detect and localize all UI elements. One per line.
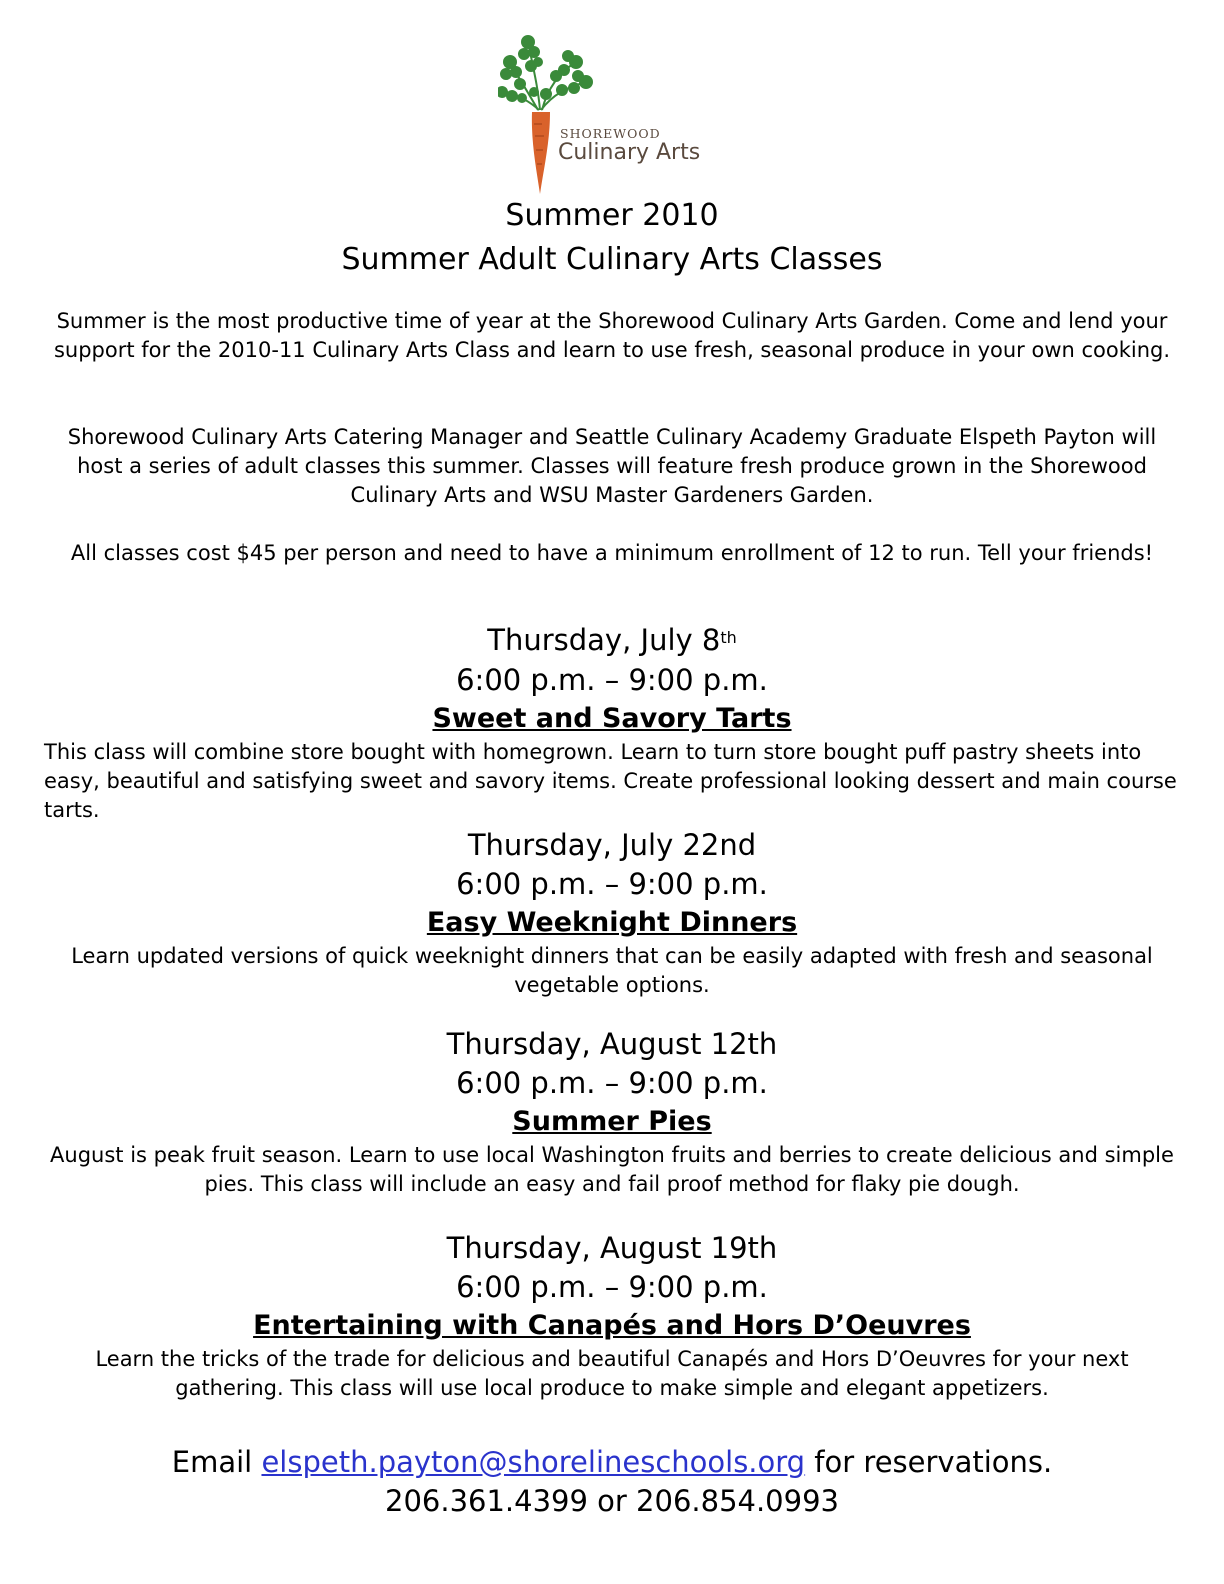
class-3-time: 6:00 p.m. – 9:00 p.m. (456, 1066, 768, 1100)
email-suffix: for reservations. (805, 1445, 1053, 1479)
class-3-title: Summer Pies (512, 1106, 712, 1137)
intro-paragraph-3: All classes cost $45 per person and need to have a minimum enrollment of 12 to run. Tell your friends! (70, 541, 1154, 565)
intro-paragraph-2: Shorewood Culinary Arts Catering Manager and Seattle Culinary Academy Graduate Elspeth Payton will host a series of adult classes this summer. Classes will feature fresh produce grown in the Shorewood Culinary Arts and WSU Master Gardeners Garden. (67, 425, 1157, 507)
carrot-icon (498, 32, 608, 197)
logo-small-text: SHOREWOOD (560, 126, 661, 141)
class-2-date: Thursday, July 22nd (467, 828, 757, 862)
class-2-time: 6:00 p.m. – 9:00 p.m. (456, 867, 768, 901)
class-3-description: August is peak fruit season. Learn to use local Washington fruits and berries to create delicious and simple pies. This class will include an easy and fail proof method for flaky pie dough. (50, 1143, 1174, 1196)
header-line-1: Summer 2010 (505, 198, 719, 233)
class-1-description: This class will combine store bought with homegrown. Learn to turn store bought puff pastry sheets into easy, beautiful and satisfying sweet and savory items. Create professional looking dessert and main course tarts. (44, 740, 1177, 822)
class-1-date-suffix: th (720, 628, 737, 647)
class-1-title: Sweet and Savory Tarts (432, 703, 792, 734)
class-2-title: Easy Weeknight Dinners (426, 907, 798, 938)
email-link[interactable]: elspeth.payton@shorelineschools.org (261, 1445, 806, 1479)
logo-big-text: Culinary Arts (558, 140, 701, 165)
class-1-date-text: Thursday, July 8 (487, 623, 721, 657)
email-line (0, 1442, 1224, 1482)
class-1-date (0, 620, 1224, 660)
class-1-time: 6:00 p.m. – 9:00 p.m. (456, 663, 768, 697)
email-prefix: Email (171, 1445, 262, 1479)
class-4-title: Entertaining with Canapés and Hors D’Oeuvres (253, 1310, 971, 1341)
shorewood-logo (498, 32, 728, 197)
class-3-date: Thursday, August 12th (446, 1027, 778, 1061)
class-4-description: Learn the tricks of the trade for delicious and beautiful Canapés and Hors D’Oeuvres for your next gathering. This class will use local produce to make simple and elegant appetizers. (95, 1347, 1129, 1400)
phone-numbers: 206.361.4399 or 206.854.0993 (385, 1484, 839, 1518)
class-2-description: Learn updated versions of quick weeknight dinners that can be easily adapted with fresh and seasonal vegetable options. (71, 944, 1153, 997)
class-4-time: 6:00 p.m. – 9:00 p.m. (456, 1270, 768, 1304)
header-line-2: Summer Adult Culinary Arts Classes (341, 242, 883, 277)
class-4-date: Thursday, August 19th (446, 1231, 778, 1265)
intro-paragraph-1: Summer is the most productive time of year at the Shorewood Culinary Arts Garden. Come and lend your support for the 2010-11 Culinary Arts Class and learn to use fresh, seasonal produce in your own cooking. (53, 309, 1171, 362)
